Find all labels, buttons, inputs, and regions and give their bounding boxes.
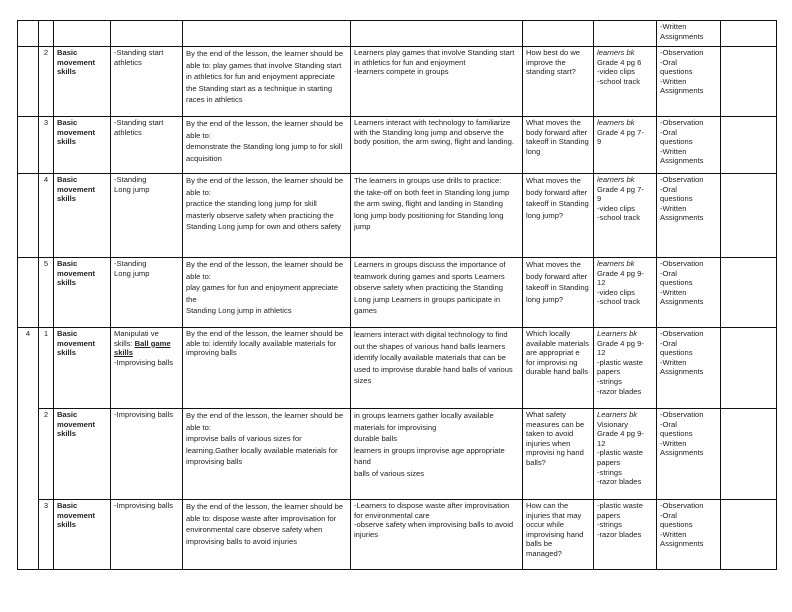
assessment-cell: -Observation -Oral questions -Written Assignments	[657, 117, 721, 174]
inquiry-cell	[523, 21, 594, 47]
inquiry-cell: What moves the body forward after takeoff in Standing long jump?	[523, 174, 594, 258]
table-row	[18, 21, 777, 47]
resources-book: Learners bk	[597, 410, 638, 419]
inquiry-cell: What moves the body forward after takeoff in Standing long jump?	[523, 258, 594, 328]
table-row	[18, 47, 777, 117]
experiences-cell: Learners play games that involve Standing start in athletics for fun and enjoyment -learners compete in groups	[351, 47, 523, 117]
sub-strand-cell: -Improvising balls	[111, 409, 183, 500]
lesson-cell	[39, 21, 54, 47]
resources-cell	[594, 21, 657, 47]
resources-list: Visionary Grade 4 pg 9- 12 -plastic waste papers -strings -razor blades	[597, 419, 644, 487]
resources-list: Grade 4 pg 9- 12 -video clips -school track	[597, 268, 644, 307]
sub-strand-text: -Improvising balls	[114, 357, 174, 367]
resources-list: Grade 4 pg 6 -video clips -school track	[597, 57, 642, 86]
resources-list: Grade 4 pg 7- 9 -video clips -school track	[597, 184, 644, 223]
strand-cell: Basic movement skills	[54, 258, 111, 328]
strand-cell: Basic movement skills	[54, 500, 111, 570]
lesson-cell: 4	[39, 174, 54, 258]
experiences-cell: learners interact with digital technology to find out the shapes of various hand balls learners identify locally available materials that can be used to improvise durable hand balls of various sizes	[351, 328, 523, 409]
strand-cell: Basic movement skills	[54, 328, 111, 409]
week-cell: 4	[18, 328, 39, 570]
assessment-cell: -Observation -Oral questions -Written Assignments	[657, 174, 721, 258]
outcomes-cell: By the end of the lesson, the learner should be able to: demonstrate the Standing long jump to for skill acquisition	[183, 117, 351, 174]
outcomes-cell	[183, 21, 351, 47]
outcomes-cell: By the end of the lesson, the learner should be able to: practice the standing long jump for skill masterly observe safety when practicing the Standing Long jump for own and others safety	[183, 174, 351, 258]
lesson-cell: 2	[39, 47, 54, 117]
week-cell	[18, 117, 39, 174]
remarks-cell	[721, 117, 777, 174]
remarks-cell	[721, 500, 777, 570]
table-row	[18, 409, 777, 500]
sub-strand-cell: -Standing start athletics	[111, 47, 183, 117]
remarks-cell	[721, 258, 777, 328]
assessment-cell: -Observation -Oral questions -Written Assignments	[657, 500, 721, 570]
resources-list: -plastic waste papers -strings -razor blades	[597, 501, 644, 539]
lesson-cell: 3	[39, 500, 54, 570]
assessment-cell: -Observation -Oral questions -Written Assignments	[657, 258, 721, 328]
experiences-cell: Learners in groups discuss the importance of teamwork during games and sports Learners observe safety when practicing the Standing Long jump Learners in groups participate in games	[351, 258, 523, 328]
lesson-cell: 1	[39, 328, 54, 409]
outcomes-cell: By the end of the lesson, the learner should be able to: improvise balls of various sizes for learning.Gather locally available materials for improvising balls	[183, 409, 351, 500]
sub-strand-cell: -Standing start athletics	[111, 117, 183, 174]
resources-list: Grade 4 pg 9- 12 -plastic waste papers -strings -razor blades	[597, 338, 644, 396]
outcomes-cell: By the end of the lesson, the learner should be able to: dispose waste after improvisation for environmental care observe safety when improvising balls to avoid injuries	[183, 500, 351, 570]
experiences-cell: -Learners to dispose waste after improvisation for environmental care -observe safety when improvising balls to avoid injuries	[351, 500, 523, 570]
outcomes-cell: By the end of the lesson, the learner should be able to: identify locally available materials for improving balls	[183, 328, 351, 409]
resources-book: Learners bk	[597, 329, 638, 338]
assessment-cell: -Observation -Oral questions -Written Assignments	[657, 409, 721, 500]
lesson-cell: 3	[39, 117, 54, 174]
resources-cell	[594, 174, 657, 258]
resources-cell	[594, 500, 657, 570]
remarks-cell	[721, 174, 777, 258]
scheme-of-work-table	[17, 20, 777, 570]
inquiry-cell: How best do we improve the standing start?	[523, 47, 594, 117]
experiences-cell	[351, 21, 523, 47]
assessment-cell: -Observation -Oral questions -Written Assignments	[657, 328, 721, 409]
resources-book: learners bk	[597, 259, 635, 268]
strand-cell: Basic movement skills	[54, 47, 111, 117]
lesson-cell: 2	[39, 409, 54, 500]
table-row	[18, 117, 777, 174]
sub-strand-cell: -Improvising balls	[111, 500, 183, 570]
assessment-cell: -Written Assignments	[657, 21, 721, 47]
sub-strand-prefix: Manipulati ve skills:	[114, 329, 159, 348]
strand-cell	[54, 21, 111, 47]
inquiry-cell: What moves the body forward after takeoff in Standing long	[523, 117, 594, 174]
resources-cell	[594, 409, 657, 500]
resources-list: Grade 4 pg 7- 9	[597, 127, 644, 147]
sub-strand-cell: -Standing Long jump	[111, 258, 183, 328]
outcomes-cell: By the end of the lesson, the learner should be able to: play games that involve Standing start in athletics for fun and enjoyment appreciate the Standing start as a technique in starting races in athletics	[183, 47, 351, 117]
outcomes-cell: By the end of the lesson, the learner should be able to: play games for fun and enjoyment appreciate the Standing Long jump in athletics	[183, 258, 351, 328]
experiences-cell: The learners in groups use drills to practice: the take-off on both feet in Standing long jump the arm swing, flight and landing in Standing long jump body positioning for Standing long jump	[351, 174, 523, 258]
week-cell	[18, 258, 39, 328]
sub-strand-cell	[111, 328, 183, 409]
resources-cell	[594, 117, 657, 174]
assessment-cell: -Observation -Oral questions -Written Assignments	[657, 47, 721, 117]
resources-cell	[594, 258, 657, 328]
experiences-cell: Learners interact with technology to familiarize with the Standing long jump and observe the body position, the arm swing, flight and landing.	[351, 117, 523, 174]
sub-strand-heading: Ball game skills	[114, 338, 171, 358]
resources-book: learners bk	[597, 48, 635, 57]
resources-cell	[594, 47, 657, 117]
inquiry-cell: What safety measures can be taken to avoid injuries when mprovisi ng hand balls?	[523, 409, 594, 500]
inquiry-cell: How can the injuries that may occur while improvising hand balls be managed?	[523, 500, 594, 570]
remarks-cell	[721, 409, 777, 500]
strand-cell: Basic movement skills	[54, 117, 111, 174]
remarks-cell	[721, 21, 777, 47]
table-row	[18, 328, 777, 409]
resources-book: learners bk	[597, 118, 635, 127]
table-row	[18, 500, 777, 570]
resources-book: learners bk	[597, 175, 635, 184]
table-row	[18, 258, 777, 328]
table-row	[18, 174, 777, 258]
remarks-cell	[721, 328, 777, 409]
remarks-cell	[721, 47, 777, 117]
week-cell	[18, 47, 39, 117]
inquiry-cell: Which locally available materials are appropriat e for improvisi ng durable hand balls	[523, 328, 594, 409]
strand-cell: Basic movement skills	[54, 409, 111, 500]
strand-cell: Basic movement skills	[54, 174, 111, 258]
resources-cell	[594, 328, 657, 409]
week-cell	[18, 174, 39, 258]
sub-strand-cell	[111, 21, 183, 47]
sub-strand-cell: -Standing Long jump	[111, 174, 183, 258]
lesson-cell: 5	[39, 258, 54, 328]
experiences-cell: in groups learners gather locally available materials for improvising durable balls learners in groups improvise age appropriate hand balls of various sizes	[351, 409, 523, 500]
week-cell	[18, 21, 39, 47]
